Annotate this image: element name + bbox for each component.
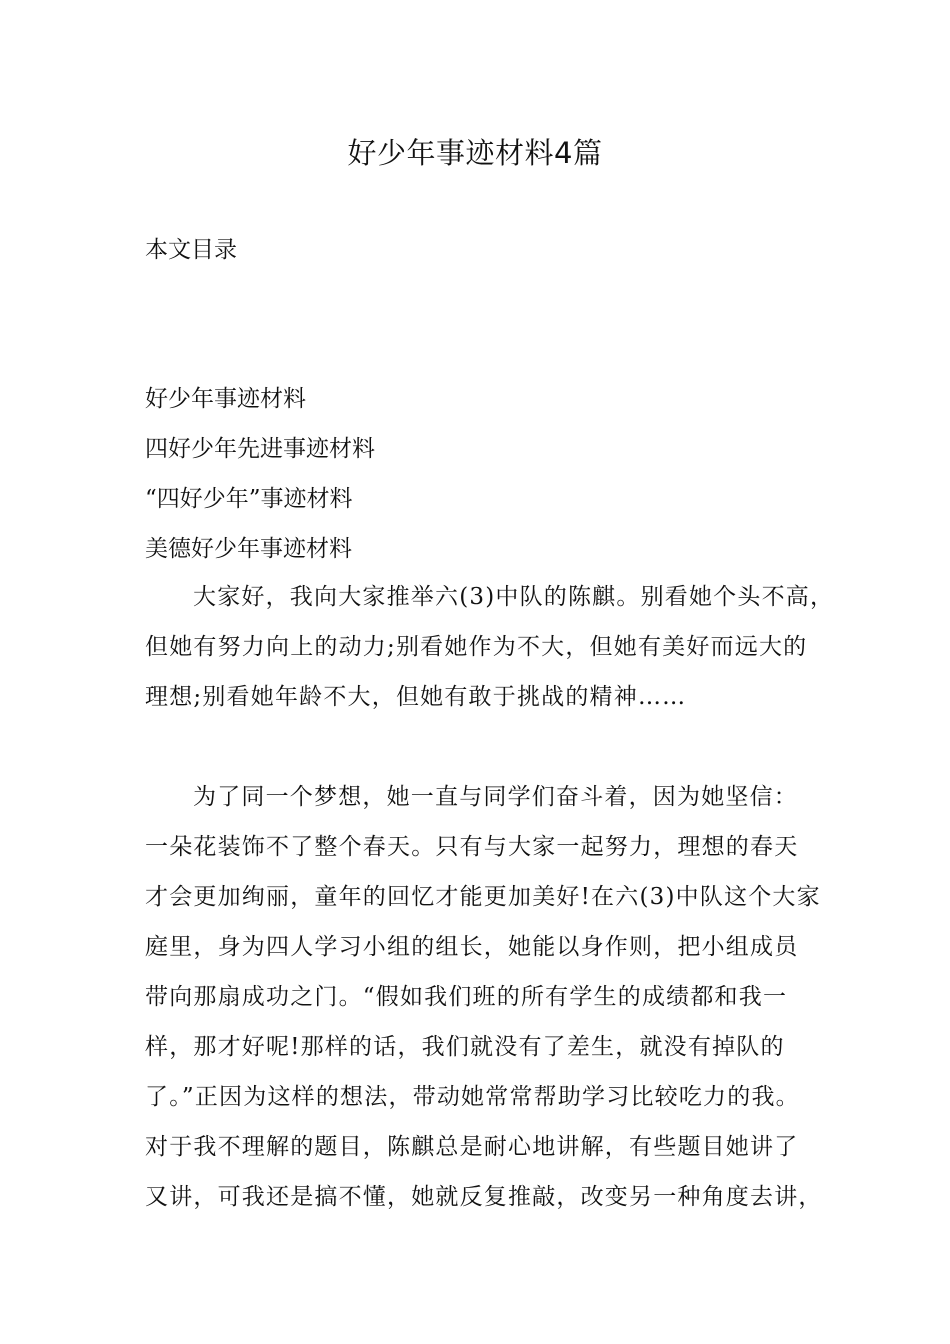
document-title: 好少年事迹材料4篇 (347, 136, 603, 170)
body-paragraph (145, 781, 823, 1231)
paragraph-line: 又讲，可我还是搞不懂，她就反复推敲，改变另一种角度去讲， (145, 1184, 823, 1210)
paragraph-line: 了。”正因为这样的想法，带动她常常帮助学习比较吃力的我。 (145, 1084, 800, 1110)
paragraph-line: 对于我不理解的题目，陈麒总是耐心地讲解，有些题目她讲了 (145, 1134, 799, 1160)
paragraph-line: 大家好，我向大家推举六(3)中队的陈麒。别看她个头不高， (193, 584, 835, 610)
paragraph-line: 为了同一个梦想，她一直与同学们奋斗着，因为她坚信： (193, 784, 798, 810)
paragraph-line: 庭里，身为四人学习小组的组长，她能以身作则，把小组成员 (145, 934, 799, 960)
paragraph-line: 才会更加绚丽，童年的回忆才能更加美好!在六(3)中队这个大家 (145, 884, 821, 910)
toc-item[interactable]: “四好少年”事迹材料 (145, 486, 353, 512)
toc-heading: 本文目录 (145, 237, 237, 263)
toc-item[interactable]: 美德好少年事迹材料 (145, 536, 352, 562)
paragraph-line: 理想;别看她年龄不大，但她有敢于挑战的精神…… (145, 684, 687, 710)
toc-item[interactable]: 好少年事迹材料 (145, 386, 306, 412)
body-paragraph (145, 581, 834, 731)
paragraph-line: 一朵花装饰不了整个春天。只有与大家一起努力，理想的春天 (145, 834, 799, 860)
paragraph-line: 但她有努力向上的动力;别看她作为不大，但她有美好而远大的 (145, 634, 808, 660)
toc-item[interactable]: 四好少年先进事迹材料 (145, 436, 375, 462)
paragraph-line: 带向那扇成功之门。“假如我们班的所有学生的成绩都和我一 (145, 984, 788, 1010)
table-of-contents (145, 383, 375, 583)
paragraph-line: 样，那才好呢!那样的话，我们就没有了差生，就没有掉队的 (145, 1034, 785, 1060)
